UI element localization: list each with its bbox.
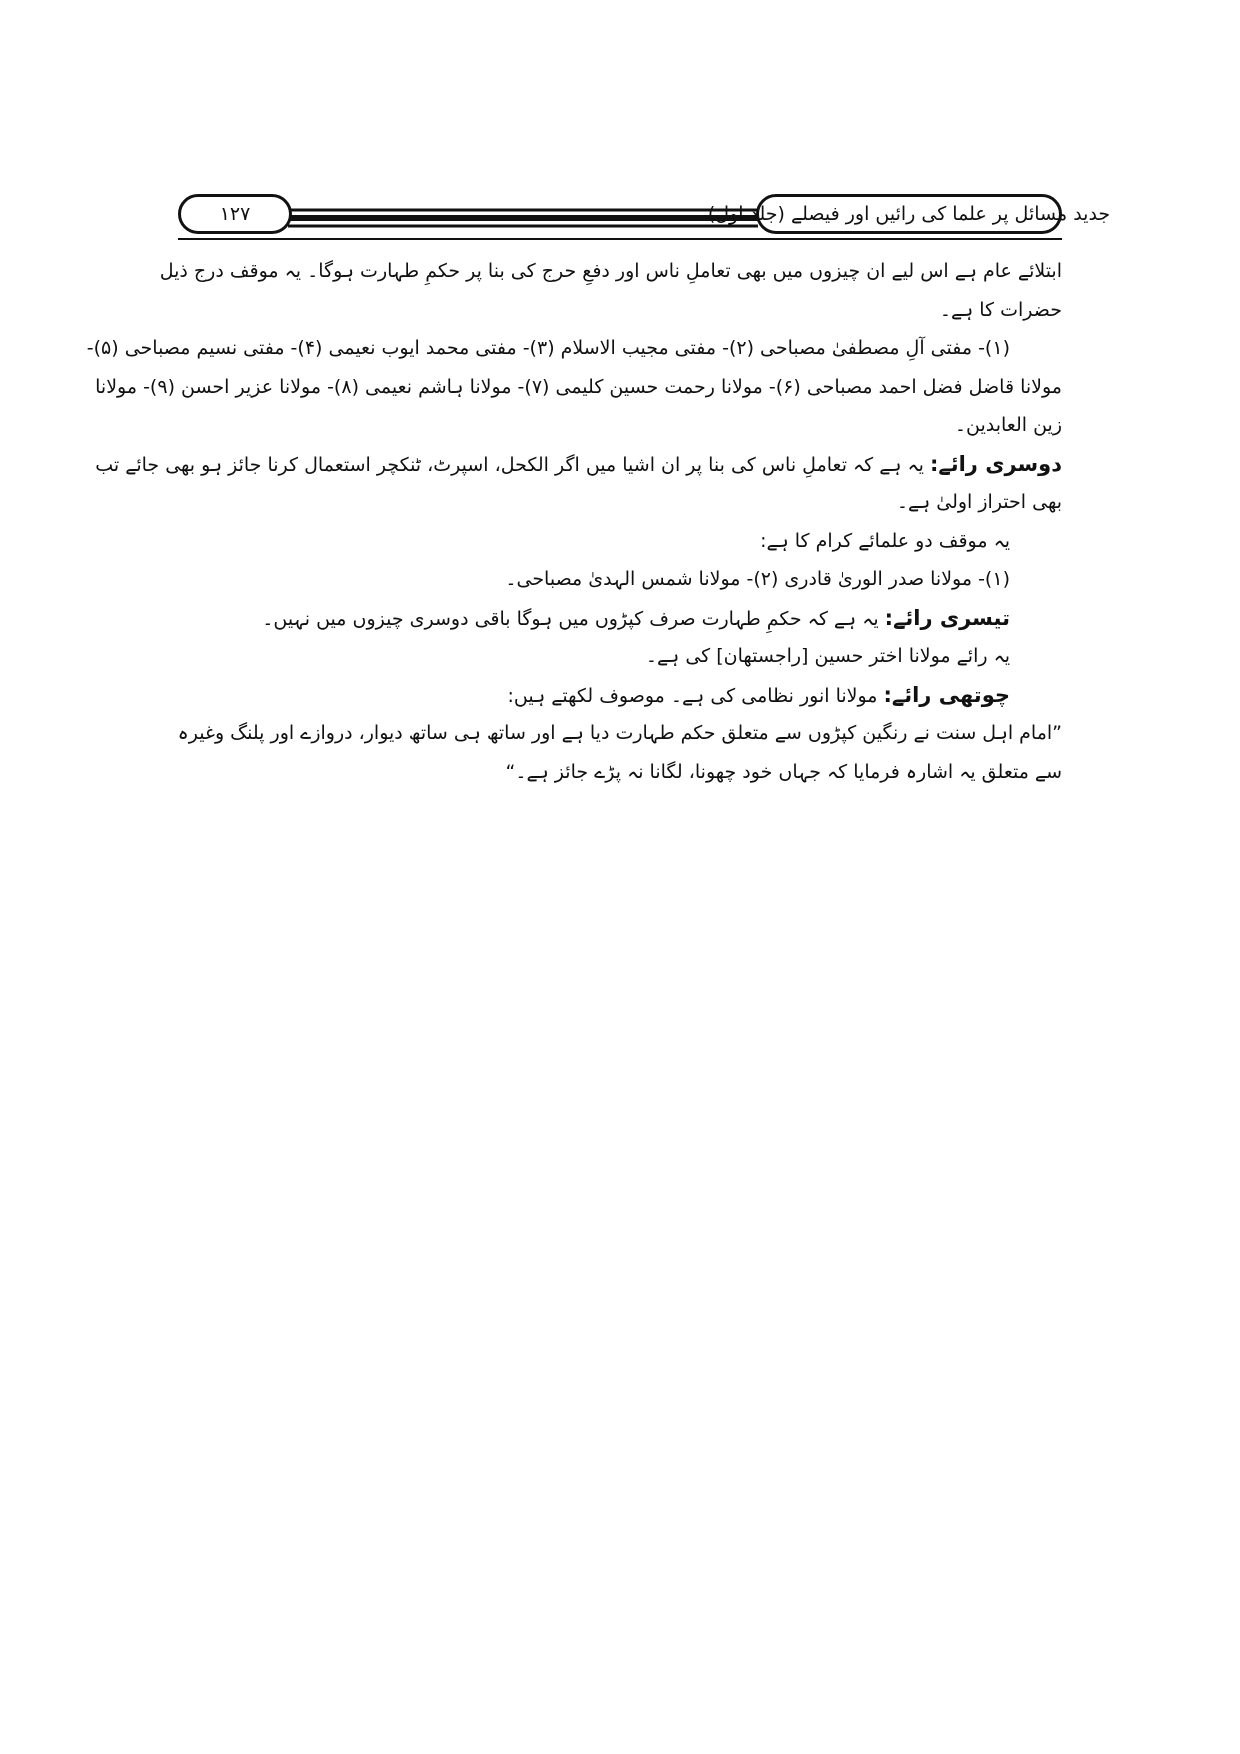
text-line: حضرات کا ہے۔ [939, 298, 1062, 321]
opinion-line [178, 599, 1062, 638]
third-opinion-text: یہ ہے کہ حکمِ طہارت صرف کپڑوں میں ہوگا باقی دوسری چیزوں میں نہیں۔ [262, 607, 885, 630]
page-number-box [178, 194, 292, 234]
opinion-line [178, 676, 1062, 715]
text-line: بھی احتراز اولیٰ ہے۔ [896, 491, 1062, 513]
text-line: یہ رائے مولانا اختر حسین [راجستھان] کی ہے۔ [645, 645, 1010, 667]
page-body [86, 252, 1062, 791]
fourth-opinion-text: مولانا انور نظامی کی ہے۔ موصوف لکھتے ہیں: [507, 684, 884, 707]
opinion-line [95, 445, 1062, 484]
second-opinion-text: یہ ہے کہ تعاملِ ناس کی بنا پر ان اشیا میں اگر الکحل، اسپرٹ، ٹنکچر استعمال کرنا جائز ہو بھی جائے تب [95, 453, 931, 476]
fourth-opinion-heading: چوتھی رائے: [883, 682, 1010, 707]
page-number: ۱۲۷ [219, 203, 251, 225]
text-line: ابتلائے عام ہے اس لیے ان چیزوں میں بھی تعاملِ ناس اور دفعِ حرج کی بنا پر حکمِ طہارت ہوگا۔ یہ موقف درج ذیل [159, 260, 1062, 282]
quote-line: ”امام اہل سنت نے رنگین کپڑوں سے متعلق حکم طہارت دیا ہے اور ساتھ ہی ساتھ دیوار، دروازے اور پلنگ وغیرہ [177, 722, 1062, 744]
book-title: جدید مسائل پر علما کی رائیں اور فیصلے (جلد اول) [707, 203, 1111, 225]
running-header [178, 192, 1111, 242]
list-line: زین العابدین۔ [954, 414, 1062, 436]
text-line: یہ موقف دو علمائے کرام کا ہے: [760, 529, 1010, 552]
second-opinion-heading: دوسری رائے: [930, 451, 1062, 476]
list-line: (۱)- مولانا صدر الوریٰ قادری (۲)- مولانا شمس الہدیٰ مصباحی۔ [505, 568, 1010, 590]
third-opinion-heading: تیسری رائے: [884, 605, 1010, 630]
header-title-box [707, 194, 1111, 234]
quote-line: سے متعلق یہ اشارہ فرمایا کہ جہاں خود چھونا، لگانا نہ پڑے جائز ہے۔“ [505, 760, 1062, 783]
list-line: مولانا قاضل فضل احمد مصباحی (۶)- مولانا رحمت حسین کلیمی (۷)- مولانا ہاشم نعیمی (۸)- مولانا عزیر احسن (۹)- مولانا [95, 375, 1062, 398]
list-line: (۱)- مفتی آلِ مصطفیٰ مصباحی (۲)- مفتی مجیب الاسلام (۳)- مفتی محمد ایوب نعیمی (۴)- مفتی نسیم مصباحی (۵)- [86, 337, 1010, 359]
